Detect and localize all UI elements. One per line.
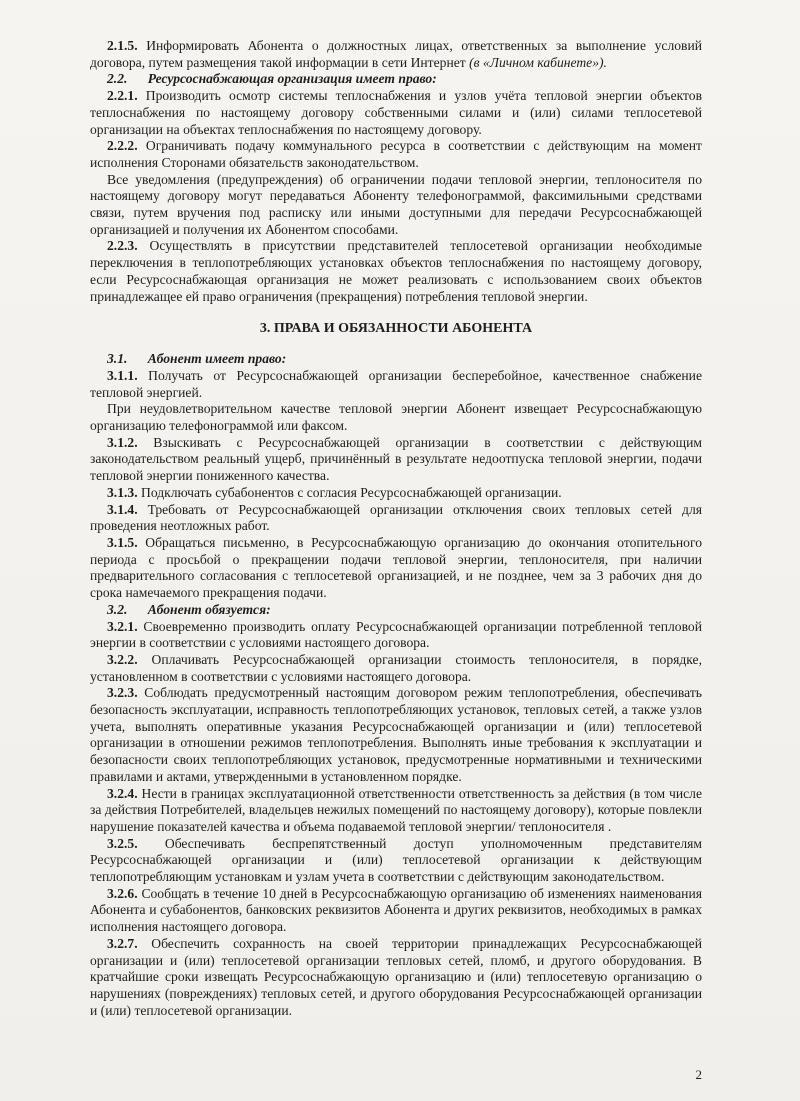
clause-3-2-3 <box>90 685 702 785</box>
clause-text: Своевременно производить оплату Ресурсоснабжающей организации потребленной тепловой энергии в соответствии с условиями настоящего договора. <box>90 618 702 651</box>
clause-number: 3.2.2. <box>107 651 138 667</box>
paragraph-notices <box>90 172 702 239</box>
paragraph-quality <box>90 401 702 434</box>
heading-2-2 <box>90 71 702 88</box>
clause-3-1-4 <box>90 502 702 535</box>
clause-number: 3.2.6. <box>107 885 138 901</box>
clause-number: 3.2.7. <box>107 935 138 951</box>
clause-italic-tail: (в «Личном кабинете»). <box>469 54 607 70</box>
clause-text: Взыскивать с Ресурсоснабжающей организации в соответствии с действующим законодательством реальный ущерб, причинённый в результате недоотпуска тепловой энергии, подачи тепловой энергии пониженного качества. <box>90 434 702 484</box>
clause-3-1-2 <box>90 435 702 485</box>
clause-text: Информировать Абонента о должностных лицах, ответственных за выполнение условий договора, путем размещения такой информации в сети Интернет <box>90 38 702 70</box>
clause-text: Соблюдать предусмотренный настоящим договором режим теплопотребления, обеспечивать безопасность эксплуатации, исправность теплопотребляющих установок, тепловых сетей, а также узлов учета, выполнять оперативные указания Ресурсоснабжающей организации и (или) теплосетевой организации в отношении режимов теплопотребления. Выполнять иные требования к эксплуатации и безопасности своих теплопотребляющих установок, предусмотренные нормативными и техническими правилами и актами, утвержденными в установленном порядке. <box>90 685 702 784</box>
clause-number: 3.1.1. <box>107 367 138 383</box>
clause-3-1-1 <box>90 368 702 401</box>
heading-3-2 <box>90 602 702 619</box>
clause-text: Требовать от Ресурсоснабжающей организации отключения своих тепловых сетей для проведения неотложных работ. <box>90 501 702 534</box>
clause-number: 2.1.5. <box>107 38 138 53</box>
clause-text: Сообщать в течение 10 дней в Ресурсоснабжающую организацию об изменениях наименования Абонента и субабонентов, банковских реквизитов Абонента и других реквизитов, необходимых в рамках исполнения настоящего договора. <box>90 885 702 935</box>
subsection-heading: Абонент обязуется: <box>147 601 271 617</box>
clause-3-2-5 <box>90 836 702 886</box>
clause-number: 2.2.2. <box>107 138 138 154</box>
clause-text: Осуществлять в присутствии представителей теплосетевой организации необходимые переключения в теплопотребляющих установках объектов теплоснабжения по настоящему договору, если Ресурсоснабжающая организация не может реализовать с использованием своих объектов принадлежащее ей право ограничения (прекращения) потребления тепловой энергии. <box>90 238 702 304</box>
clause-text: Получать от Ресурсоснабжающей организации бесперебойное, качественное снабжение тепловой энергией. <box>90 367 702 400</box>
clause-3-2-2 <box>90 652 702 685</box>
clause-3-1-3 <box>90 485 702 502</box>
clause-number: 3.1.2. <box>107 434 138 450</box>
clause-3-2-7 <box>90 936 702 1020</box>
clause-3-2-4 <box>90 786 702 836</box>
clause-number: 3.1. <box>107 351 128 367</box>
paragraph-text: При неудовлетворительном качестве тепловой энергии Абонент извещает Ресурсоснабжающую организацию телефонограммой или факсом. <box>90 401 702 434</box>
clause-text: Оплачивать Ресурсоснабжающей организации стоимость теплоносителя, в порядке, установленном в соответствии с условиями настоящего договора. <box>90 651 702 684</box>
clause-2-1-5 <box>90 38 702 71</box>
clause-2-2-1 <box>90 88 702 138</box>
clause-text: Подключать субабонентов с согласия Ресурсоснабжающей организации. <box>141 484 562 500</box>
clause-number: 3.2.4. <box>107 785 138 801</box>
clause-text: Обеспечить сохранность на своей территории принадлежащих Ресурсоснабжающей организации и (или) теплосетевой организации тепловых сетей, пломб, и другого оборудования. В кратчайшие сроки извещать Ресурсоснабжающую организацию и (или) теплосетевую организацию о нарушениях (повреждениях) тепловых сетей, и другого оборудования Ресурсоснабжающей организации и (или) теплосетевой организации. <box>90 935 702 1018</box>
clause-number: 2.2.3. <box>107 238 138 254</box>
paragraph-text: Все уведомления (предупреждения) об ограничении подачи тепловой энергии, теплоносителя по настоящему договору могут передаваться Абоненту телефонограммой, факсимильными средствами связи, путем вручения под расписку или иными доступными для передачи Ресурсоснабжающей организацией и получения их Абонентом способами. <box>90 171 702 237</box>
subsection-heading: Абонент имеет право: <box>147 351 287 367</box>
clause-number: 3.2.1. <box>107 618 138 634</box>
clause-3-1-5 <box>90 535 702 602</box>
clause-3-2-6 <box>90 886 702 936</box>
subsection-heading: Ресурсоснабжающая организация имеет право: <box>147 71 437 87</box>
clause-number: 3.2.3. <box>107 685 138 701</box>
clause-number: 2.2.1. <box>107 88 138 104</box>
clause-text: Обеспечивать беспрепятственный доступ уполномоченным представителям Ресурсоснабжающей организации и (или) теплосетевой организации к действующим теплопотребляющим установкам и узлам учета в соответствии с действующим законодательством. <box>90 835 702 885</box>
clause-text: Обращаться письменно, в Ресурсоснабжающую организацию до окончания отопительного периода с просьбой о прекращении подачи тепловой энергии, теплоносителя, при наличии предварительного согласования с теплосетевой организацией, и не позднее, чем за 3 рабочих дня до срока намечаемого прекращения подачи. <box>90 534 702 601</box>
clause-number: 3.1.5. <box>107 534 138 550</box>
clause-text: Производить осмотр системы теплоснабжения и узлов учёта тепловой энергии объектов теплоснабжения по настоящему договору собственными силами и (или) силами теплосетевой организации на объектах теплоснабжения по настоящему договору. <box>90 88 703 137</box>
clause-number: 3.1.4. <box>107 501 138 517</box>
clause-2-2-2 <box>90 138 702 171</box>
clause-3-2-1 <box>90 619 702 652</box>
clause-number: 3.2. <box>107 601 128 617</box>
clause-number: 3.2.5. <box>107 835 138 851</box>
section-3-title: 3. ПРАВА И ОБЯЗАННОСТИ АБОНЕНТА <box>259 321 533 337</box>
clause-2-2-3 <box>90 238 702 305</box>
clause-text: Нести в границах эксплуатационной ответственности ответственность за действия (в том числе за действия Потребителей, владельцев нежилых помещений по настоящему договору), которые повлекли нарушение показателей качества и объема подаваемой тепловой энергии/ теплоносителя . <box>90 785 702 834</box>
clause-number: 3.1.3. <box>107 484 138 500</box>
clause-number: 2.2. <box>107 71 128 87</box>
clause-text: Ограничивать подачу коммунального ресурса в соответствии с действующим на момент исполнения Сторонами обязательств законодательством. <box>90 138 702 170</box>
heading-3-1 <box>90 351 702 368</box>
page-number: 2 <box>695 1067 702 1082</box>
